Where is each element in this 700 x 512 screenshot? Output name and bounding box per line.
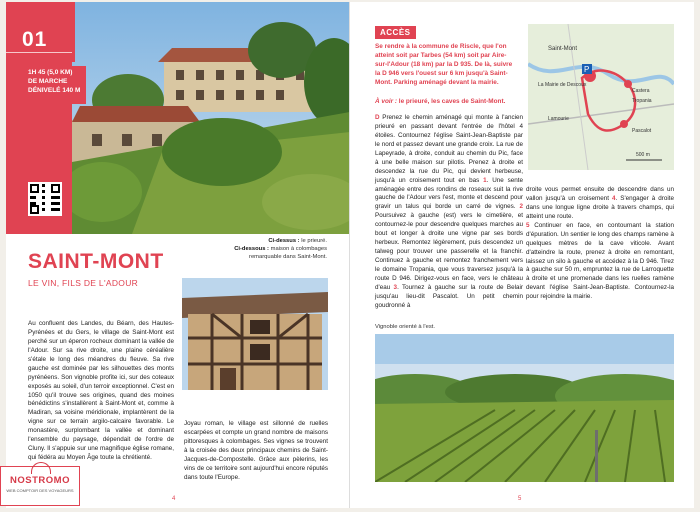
step-text: . S'engager à droite dans une longue ligne droite à travers champs, qui atteint une route. xyxy=(526,194,675,220)
route-steps-col2 xyxy=(526,186,674,302)
step-text: Poursuivez à gauche (est) vers le cimetière, et contournez-le pour descendre quelques marches au bout et longer à droite une vigne par ses bords herbeux. Remontez légèrement, puis descendez un talweg pour trouver une passerelle et la franchir. Continuez à gauche et remontez franchement vers le domaine Tropania, que vous traversez jusqu'à la route D 946. Dirigez-vous en face, vers le château d'eau xyxy=(375,212,523,291)
map-scale: 500 m xyxy=(636,152,650,158)
caption-text-below: maison à colombages remarquable dans Saint-Mont. xyxy=(249,245,327,260)
to-see xyxy=(375,98,517,105)
map-label-town: Saint-Mont xyxy=(548,46,578,52)
page-number-right: 5 xyxy=(518,496,522,502)
route-map[interactable] xyxy=(528,24,674,170)
priory-photo xyxy=(72,2,350,234)
map-label-mairie: La Mairie de Descoux xyxy=(538,82,587,88)
village-text: Joyau roman, le village est sillonné de ruelles escarpées et compte un grand nombre de maisons pittoresques à colombages. Ses vignes se trouvent à la croisée des deux principaux chemins de Saint-Jacques-de-Compostelle. Grâce aux pèlerins, les vins de ce territoire sont aujourd'hui encore réputés dans toute l'Europe. xyxy=(184,420,328,481)
elevation-label: DÉNIVELÉ xyxy=(28,86,61,94)
vineyard-photo xyxy=(375,334,674,482)
step-marker-2: 2 xyxy=(519,203,523,211)
qr-code[interactable] xyxy=(28,182,62,216)
logo-tagline: WEB COMPTOIR DES VOYAGEURS xyxy=(6,488,74,493)
nostromo-logo[interactable] xyxy=(0,466,80,506)
hike-info xyxy=(24,66,86,104)
caption-label-below: Ci-dessous : xyxy=(234,245,269,252)
step-marker-1: 1 xyxy=(483,176,487,184)
step-marker-3: 3 xyxy=(393,283,398,291)
step-marker-d: D xyxy=(375,114,380,121)
duration: 1H 45 (5,0 KM) DE MARCHE xyxy=(28,69,73,85)
vineyard-caption: Vignoble orienté à l'est. xyxy=(375,324,435,330)
page-subtitle: LE VIN, FILS DE L'ADOUR xyxy=(28,278,139,288)
map-label-pascalot: Pascalot xyxy=(632,128,652,134)
page-title: SAINT-MONT xyxy=(28,250,164,273)
red-rule xyxy=(72,2,75,62)
logo-name: NOSTROMO xyxy=(10,475,70,486)
elevation-value: 140 M xyxy=(62,86,81,94)
page-number-left: 4 xyxy=(172,496,176,502)
step-marker-4: 4 xyxy=(612,194,616,202)
photo-caption xyxy=(207,238,327,261)
map-label-castera: Castera xyxy=(632,88,650,94)
step-text: . Une sente aménagée entre des rondins de roseaux suit la rive gauche de l'Adour vers l'est, monte et descend pour gravir un talus qui borde un carré de vignes. xyxy=(375,176,523,211)
right-page xyxy=(350,2,694,508)
to-see-label: À voir : xyxy=(375,98,398,105)
stage-number: 01 xyxy=(22,28,48,51)
caption-text-above: le prieuré. xyxy=(301,238,327,244)
intro-text: Au confluent des Landes, du Béarn, des Hautes-Pyrénées et du Gers, le village de Saint-Mont est perché sur un éperon rocheux dominant la vallée de l'Adour. Sur sa rive droite, une plaine céréalière s'étale le long des méandres du fleuve. Sa rive gauche est dominée par les silhouettes des monts pyrénéens. Son vignoble profite ici, sur des coteaux exposés au soleil, d'un terroir exceptionnel. C'est en 1050 qu'il trouve ses origines, quand des moines bénédictins s'installèrent à Saint-Mont et, comme à Madiran, sa voisine méridionale, implantèrent de la vigne sur ce terrain argilo-calcaire favorable. Le monastère, surplombant la vallée et dominant l'ensemble du paysage, dépendait de l'ordre de Cluny. Il s'appuie sur une magnifique église romane, qui fédéra au Moyen Âge toute la chrétienté. xyxy=(28,320,174,462)
step-text: Continuer en face, en contournant la station d'épuration. Un sentier le long des champs ramène à quelques mètres de la cave viticole. Avant d'atteindre la route, prenez à droite en remontant, laissez un silo à gauche et accédez à la D 946. Tirez à gauche sur 50 m, empruntez la rue de Larroquette à droite et une promenade dans les ruelles ramène devant l'église Saint-Jean-Baptiste. Contournez-la pour rejoindre la mairie. xyxy=(526,221,674,301)
acces-text: Se rendre à la commune de Riscle, que l'on atteint soit par Tarbes (54 km) soit par Aire-sur-l'Adour (18 km) par la D 935. De là, suivre la D 946 vers l'ouest sur 6 km jusqu'à Saint-Mont. Parking aménagé devant la mairie. xyxy=(375,43,513,87)
acces-label: ACCÈS xyxy=(375,26,416,39)
parking-marker: P xyxy=(584,65,590,74)
divider xyxy=(6,52,72,53)
route-steps-col1 xyxy=(375,114,523,311)
step-text: droite vous permet ensuite de descendre dans un vallon jusqu'à un croisement xyxy=(526,186,674,202)
map-label-tropania: Tropania xyxy=(632,98,652,104)
caption-label-above: Ci-dessus : xyxy=(268,238,300,244)
book-spread xyxy=(6,2,694,508)
map-label-lamourie: Lamourie xyxy=(548,116,569,122)
step-text: Prenez le chemin aménagé qui monte à l'ancien prieuré en passant devant l'entrée de l'hôtel 4 étoiles. Contournez l'église Saint-Jean-Baptiste par le nord et passez devant une grande croix. La rue de Lapeyrade, à droite, conduit au chemin du Pic, face à une belle maison sur pilotis. Prenez à droite et descendez la rue du Pic, qui devient herbeuse, jusqu'à un croisement tout en bas xyxy=(375,114,524,184)
half-timbered-house-photo xyxy=(182,278,328,390)
to-see-text: le prieuré, les caves de Saint-Mont. xyxy=(398,98,506,105)
left-page xyxy=(6,2,350,508)
step-marker-5: 5 xyxy=(526,221,530,229)
step-text: . Tournez à gauche sur la route de Belair jusqu'au lieu-dit Pascalot. Un petit chemin goudronné à xyxy=(375,283,523,309)
